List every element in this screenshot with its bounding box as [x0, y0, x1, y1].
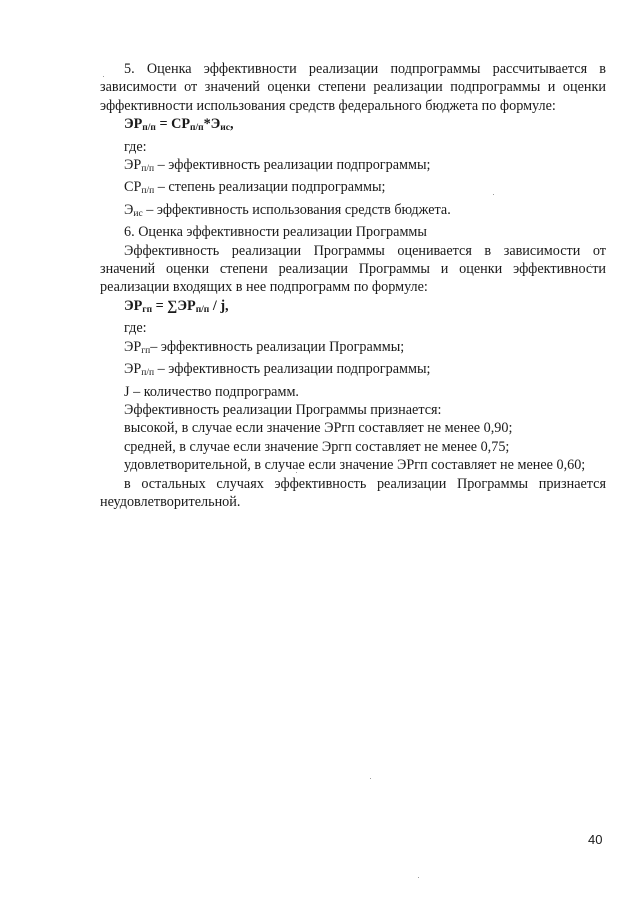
definition-symbol: СР: [124, 179, 142, 196]
level-medium: средней, в случае если значение Эргп составляет не менее 0,75;: [124, 438, 510, 455]
definition-subscript: п/п: [141, 164, 155, 175]
formula-sum-subscript: п/п: [195, 304, 210, 315]
definition-subscript: гп: [141, 345, 151, 356]
definition-symbol: ЭР: [124, 157, 142, 174]
definition-symbol: Э: [124, 201, 134, 218]
section6-paragraph: Эффективность реализации Программы оценивается в зависимости от значений оценки степени реализации Программы и оценки эффективности реализации входящих в нее подпрограмм по формуле:: [100, 242, 606, 296]
page-number: 40: [588, 832, 603, 847]
definition-symbol: ЭР: [124, 361, 142, 378]
definition-subscript: п/п: [141, 186, 155, 197]
formula-tail: / j,: [209, 297, 229, 314]
section6-formula: [100, 297, 606, 319]
definition-line: [100, 178, 606, 200]
definition-text: – эффективность реализации подпрограммы;: [154, 361, 431, 378]
formula-lhs-subscript: п/п: [142, 123, 156, 134]
recognized-intro: Эффективность реализации Программы признается:: [124, 401, 442, 418]
formula-lhs: ЭР: [124, 116, 143, 133]
definition-subscript: п/п: [141, 368, 155, 379]
scan-speck: [418, 877, 419, 878]
formula-lhs-subscript: гп: [142, 304, 153, 315]
level-high: высокой, в случае если значение ЭРгп составляет не менее 0,90;: [124, 420, 513, 437]
formula-equals-term: = СР: [155, 116, 190, 133]
level-unsatisfactory: в остальных случаях эффективность реализации Программы признается неудовлетворительной.: [100, 475, 606, 510]
definition-subscript: ис: [133, 208, 143, 219]
definition-line: [100, 156, 606, 178]
definition-text: – эффективность реализации подпрограммы;: [154, 157, 431, 174]
where-label: где:: [124, 320, 147, 337]
section6-heading: 6. Оценка эффективности реализации Программы: [124, 224, 427, 241]
document-body: [100, 60, 606, 511]
definition-text: – эффективность реализации Программы;: [150, 338, 405, 355]
formula-lhs: ЭР: [124, 297, 143, 314]
formula-term2-subscript: ис: [220, 123, 230, 134]
formula-times-term: *Э: [203, 116, 221, 133]
j-definition: J – количество подпрограмм.: [124, 383, 299, 400]
formula-tail: ,: [230, 116, 234, 133]
definition-line: [100, 360, 606, 382]
where-label: где:: [124, 138, 147, 155]
definition-symbol: ЭР: [124, 338, 142, 355]
definition-line: [100, 338, 606, 360]
definition-line: [100, 201, 606, 223]
section5-formula: [100, 115, 606, 137]
formula-sum-term: = ∑ЭР: [152, 297, 196, 314]
definition-text: – степень реализации подпрограммы;: [154, 179, 386, 196]
section5-paragraph: 5. Оценка эффективности реализации подпрограммы рассчитывается в зависимости от значений оценки степени реализации подпрограммы и оценки эффективности использования средств федерального бюджета по формуле:: [100, 61, 606, 114]
level-satisfactory: удовлетворительной, в случае если значение ЭРгп составляет не менее 0,60;: [124, 457, 586, 474]
definition-text: – эффективность использования средств бюджета.: [142, 201, 451, 218]
formula-term1-subscript: п/п: [189, 123, 204, 134]
scan-speck: [370, 778, 371, 779]
